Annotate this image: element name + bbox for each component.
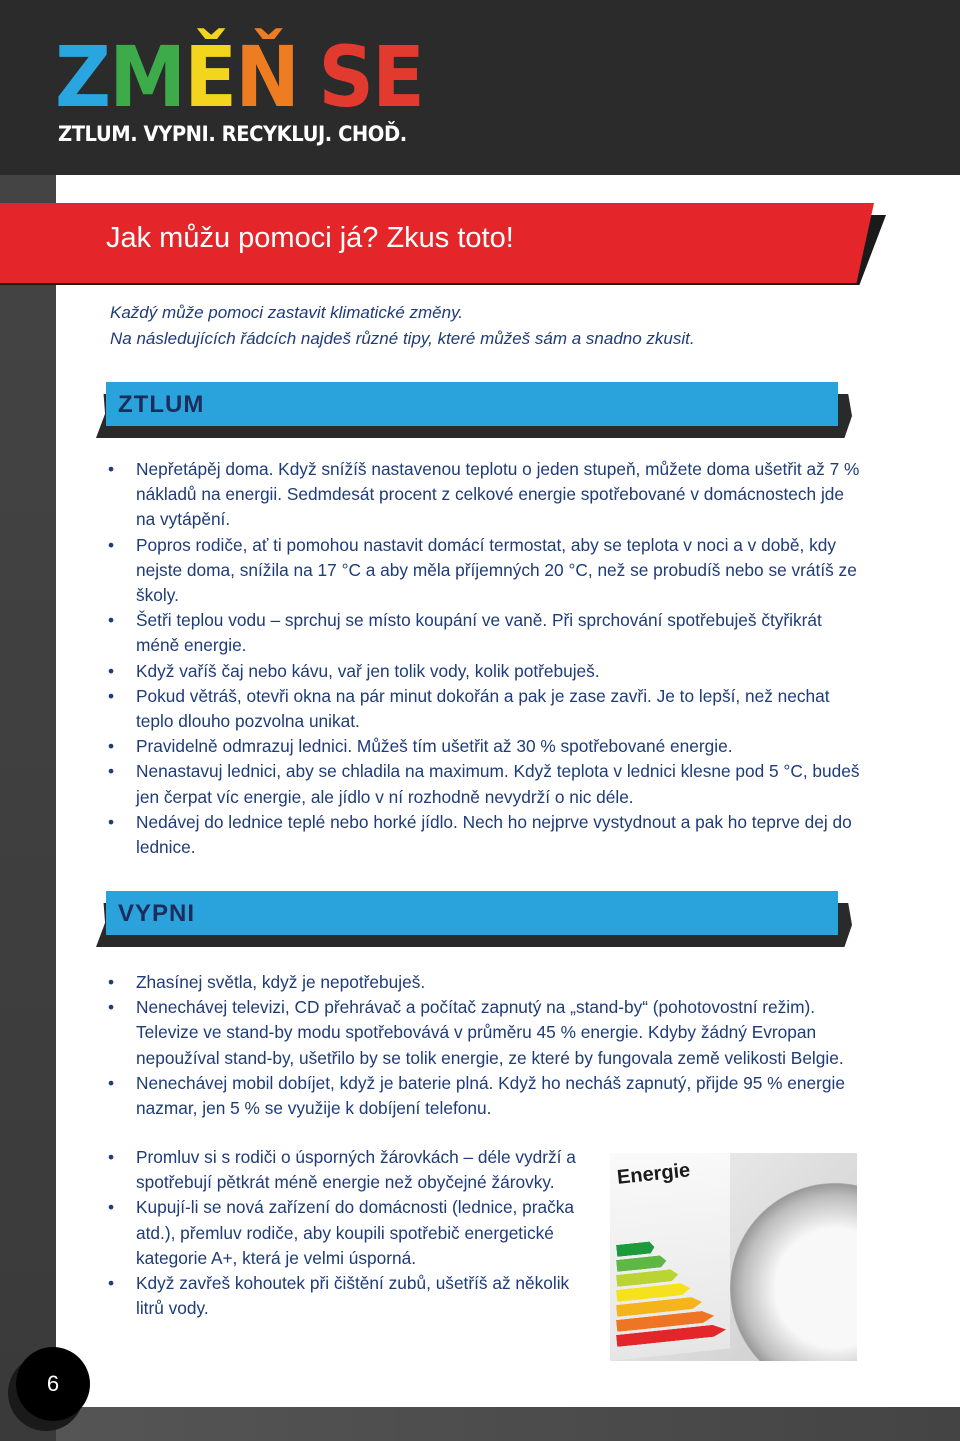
logo-letter: S [318, 28, 373, 126]
logo-letter: Ě [184, 28, 236, 126]
list-item: • Pravidelně odmrazuj lednici. Můžeš tím ušetřit až 30 % spotřebované energie. [108, 734, 868, 759]
list-item: • Nedávej do lednice teplé nebo horké jídlo. Nech ho nejprve vystydnout a pak ho teprve dej do lednice. [108, 810, 868, 860]
section-vypni-title: VYPNI [118, 900, 196, 927]
intro-line-1: Každý může pomoci zastavit klimatické změny. [110, 303, 464, 322]
page-number: 6 [16, 1347, 90, 1421]
ztlum-tips-list [108, 457, 868, 860]
section-vypni-bar [106, 891, 838, 935]
left-margin-strip [0, 175, 56, 1441]
logo-letter: Ň [235, 28, 299, 126]
list-item: • Kupují-li se nová zařízení do domácnosti (lednice, pračka atd.), přemluv rodiče, aby koupili spotřebič energetické kategorie A+, která je velmi úsporná. [108, 1195, 588, 1271]
bottom-bar [56, 1407, 960, 1441]
intro-line-2: Na následujících řádcích najdeš různé tipy, které můžeš sám a snadno zkusit. [110, 329, 695, 348]
logo-letter: Z [55, 28, 110, 126]
logo-letter: E [372, 28, 424, 126]
section-ztlum-title: ZTLUM [118, 391, 205, 418]
list-item: • Promluv si s rodiči o úsporných žárovkách – déle vydrží a spotřebují pětkrát méně energie než obyčejné žárovky. [108, 1145, 588, 1195]
logo-letter: M [109, 28, 185, 126]
washing-machine-drum [730, 1183, 857, 1361]
list-item: • Nenastavuj lednici, aby se chladila na maximum. Když teplota v lednici klesne pod 5 °C, budeš jen čerpat víc energie, ale jídlo v ní rozhodně nevydrží o nic déle. [108, 759, 868, 809]
list-item: • Nenechávej televizi, CD přehrávač a počítač zapnutý na „stand-by“ (pohotovostní režim). Televize ve stand-by modu spotřebovává v průměru 45 % energie. Kdyby žádný Evropan nepoužíval stand-by, ušetřilo by se tolik energie, ze které by fungovala země velikosti Belgie. [108, 995, 868, 1071]
section-ztlum-bar [106, 382, 838, 426]
list-item: • Když vaříš čaj nebo kávu, vař jen tolik vody, kolik potřebuješ. [108, 659, 868, 684]
banner-title: Jak můžu pomoci já? Zkus toto! [106, 222, 514, 254]
list-item: • Nepřetápěj doma. Když snížíš nastavenou teplotu o jeden stupeň, můžete doma ušetřit až 7 % nákladů na energii. Sedmdesát procent z celkové energie spotřebované v domácnostech jde na vytápění. [108, 457, 868, 533]
vypni-tips-list [108, 970, 868, 1121]
list-item: • Šetři teplou vodu – sprchuj se místo koupání ve vaně. Při sprchování spotřebuješ čtyřikrát méně energie. [108, 608, 868, 658]
vypni-tips-list-continued [108, 1145, 588, 1321]
list-item: • Když zavřeš kohoutek při čištění zubů, ušetříš až několik litrů vody. [108, 1271, 588, 1321]
list-item: • Zhasínej světla, když je nepotřebuješ. [108, 970, 868, 995]
energy-label-photo [610, 1153, 857, 1361]
list-item: • Nenechávej mobil dobíjet, když je baterie plná. Když ho necháš zapnutý, přijde 95 % energie nazmar, jen 5 % se využije k dobíjení telefonu. [108, 1071, 868, 1121]
list-item: • Popros rodiče, ať ti pomohou nastavit domácí termostat, aby se teplota v noci a v době, kdy nejste doma, snížila na 17 °C a aby měla příjemných 20 °C, než se probudíš nebo se vrátíš ze školy. [108, 533, 868, 609]
energy-label-title: Energie [616, 1159, 692, 1189]
logo-tagline: ZTLUM. VYPNI. RECYKLUJ. CHOĎ. [58, 122, 407, 146]
list-item: • Pokud větráš, otevři okna na pár minut dokořán a pak je zase zavři. Je to lepší, než nechat teplo dlouho pozvolna unikat. [108, 684, 868, 734]
logo-title [55, 30, 423, 125]
